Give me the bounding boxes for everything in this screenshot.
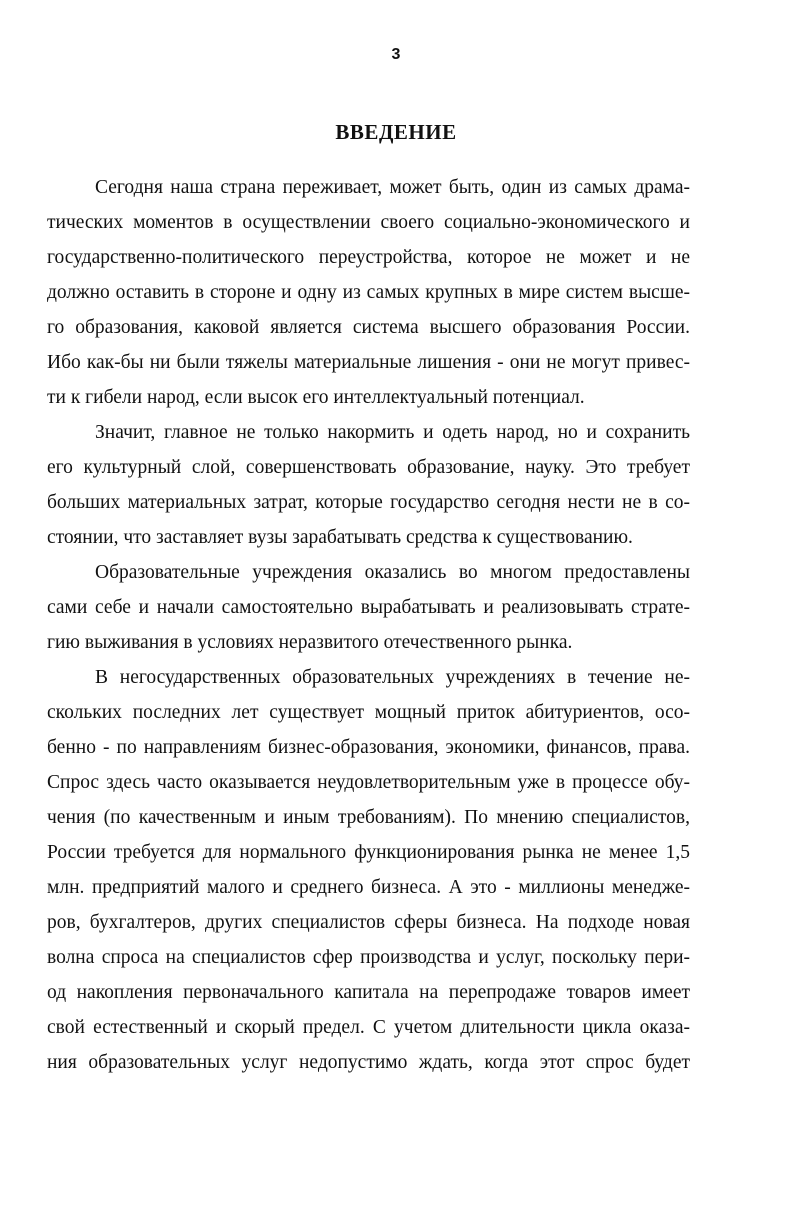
text-line: его культурный слой, совершенствовать образование, науку. Это требует: [47, 457, 690, 478]
text-line: ти к гибели народ, если высок его интеллектуальный потенциал.: [47, 387, 585, 408]
text-line: скольких последних лет существует мощный приток абитуриентов, осо-: [47, 702, 690, 723]
text-line: свой естественный и скорый предел. С учетом длительности цикла оказа-: [47, 1017, 690, 1038]
text-line: млн. предприятий малого и среднего бизнеса. А это - миллионы менедже-: [47, 877, 690, 898]
text-line: Значит, главное не только накормить и одеть народ, но и сохранить: [95, 422, 690, 443]
text-line: России требуется для нормального функционирования рынка не менее 1,5: [47, 842, 690, 863]
page-number: 3: [391, 46, 401, 63]
text-line: Сегодня наша страна переживает, может быть, один из самых драма-: [95, 177, 690, 198]
text-line: В негосударственных образовательных учреждениях в течение не-: [95, 667, 690, 688]
text-line: сами себе и начали самостоятельно вырабатывать и реализовывать страте-: [47, 597, 690, 618]
text-line: больших материальных затрат, которые государство сегодня нести не в со-: [47, 492, 690, 513]
text-line: ния образовательных услуг недопустимо ждать, когда этот спрос будет: [47, 1052, 690, 1073]
text-line: го образования, каковой является система высшего образования России.: [47, 317, 690, 338]
body-text: [47, 170, 690, 1080]
text-line: стоянии, что заставляет вузы зарабатывать средства к существованию.: [47, 527, 633, 548]
text-line: тических моментов в осуществлении своего социально-экономического и: [47, 212, 690, 233]
text-line: од накопления первоначального капитала на перепродаже товаров имеет: [47, 982, 690, 1003]
text-line: государственно-политического переустройства, которое не может и не: [47, 247, 690, 268]
text-line: Спрос здесь часто оказывается неудовлетворительным уже в процессе обу-: [47, 772, 690, 793]
text-line: чения (по качественным и иным требованиям). По мнению специалистов,: [47, 807, 690, 828]
text-line: волна спроса на специалистов сфер производства и услуг, поскольку пери-: [47, 947, 690, 968]
text-line: должно оставить в стороне и одну из самых крупных в мире систем высше-: [47, 282, 690, 303]
text-line: гию выживания в условиях неразвитого отечественного рынка.: [47, 632, 573, 653]
text-line: бенно - по направлениям бизнес-образования, экономики, финансов, права.: [47, 737, 690, 758]
text-line: ров, бухгалтеров, других специалистов сферы бизнеса. На подходе новая: [47, 912, 690, 933]
page-heading: ВВЕДЕНИЕ: [335, 120, 457, 144]
text-line: Образовательные учреждения оказались во многом предоставлены: [95, 562, 690, 583]
text-line: Ибо как-бы ни были тяжелы материальные лишения - они не могут привес-: [47, 352, 690, 373]
